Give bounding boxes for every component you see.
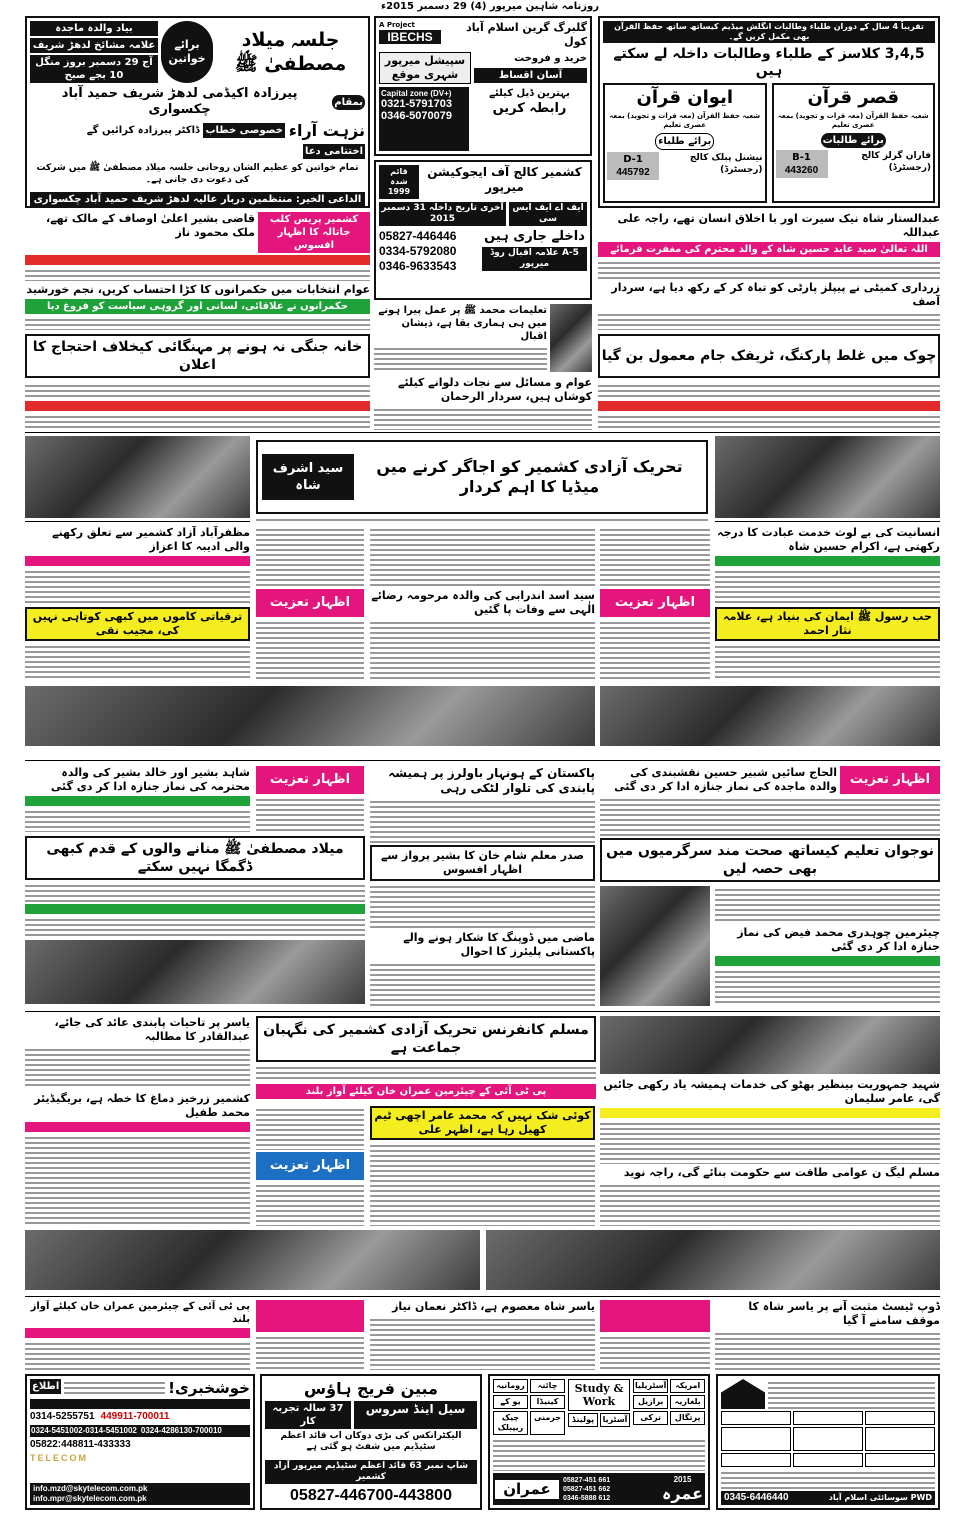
phone: 05822:448811-433333: [30, 1439, 131, 1450]
country: چائنہ: [530, 1379, 565, 1393]
address-block: [607, 152, 659, 180]
story-column: [25, 1300, 250, 1370]
dateline: روزنامہ شاہین میرپور (4) 29 دسمبر 2015ء: [381, 1, 599, 12]
property-contact: [721, 1491, 935, 1505]
moved-notice: الیکٹرانکس کی بڑی دوکان اب قائد اعظم سٹیڈیم میں شفٹ ہو گئی ہے: [280, 1431, 462, 1452]
invite-text: تمام خواتین کو عظیم الشان روحانی جلسہ میلاد مصطفیٰ ﷺ میں شرکت کی دعوت دی جاتی ہے۔: [36, 163, 359, 185]
center-headline: تحریک آزادی کشمیر کو اجاگر کرنے میں میڈیا کا اہم کردار: [376, 457, 683, 496]
special-offer: سپیشل میرپور شہری موقع: [379, 52, 471, 84]
news-photo: [25, 436, 250, 518]
phone: 05827-451 661: [563, 1476, 611, 1484]
study-work-title: Study & Work: [568, 1379, 630, 1411]
admission-headline: 3,4,5 کلاسز کے طلباء وطالبات داخلہ لے سکتے ہیں: [613, 46, 925, 79]
phone: 05827-451 662: [563, 1485, 611, 1493]
sports-photo: [25, 940, 365, 1004]
story-column: [600, 1078, 940, 1226]
story-column: [598, 212, 940, 330]
country: پولینڈ: [568, 1413, 598, 1427]
country: آسٹریا: [600, 1413, 630, 1427]
society-tag: پولیس فاؤنڈیشن: [865, 1427, 935, 1451]
banner-left: [25, 334, 370, 378]
society-tag: ڈی ایچ اے: [721, 1427, 791, 1451]
story-headline: ڈوپ ٹیسٹ مثبت آنے پر یاسر شاہ کا موقف سامنے آ گیا: [748, 1300, 940, 1327]
aiwan-quran-box: [603, 83, 767, 203]
fridge-title: مبین فریج ہاؤس: [304, 1379, 438, 1398]
venue: پیرزادہ اکیڈمی لدھڑ شریف حمید آباد چکسواری: [61, 86, 298, 117]
est-badge: قائم شدہ 1999: [379, 165, 419, 199]
umrah-year: 2015: [673, 1475, 692, 1484]
news-photo: [486, 1230, 940, 1290]
for-girls: برائے طالبات: [822, 135, 884, 146]
story-column: [370, 766, 595, 1006]
college-address: A-5 علامہ اقبال روڈ میرپور: [482, 247, 587, 271]
story-headline: شاہد بشیر اور خالد بشیر کی والدہ محترمہ کی نماز جنازہ ادا کر دی گئی: [50, 766, 250, 793]
college-phones: [379, 229, 479, 295]
fridge-house-ad: [260, 1374, 482, 1510]
skytelecom-ad: [25, 1374, 255, 1510]
deal-label: خرید و فروخت: [514, 53, 587, 64]
condolence-box: اظہار تعزیت: [256, 589, 364, 617]
email: info.mpr@skytelecom.com.pk: [33, 1494, 147, 1503]
story-column: [370, 526, 595, 680]
umrah-block: [493, 1473, 705, 1505]
agency-name: عمران: [495, 1480, 559, 1499]
for-boys: برائے طلباء: [655, 133, 714, 150]
country: ترکی: [633, 1411, 668, 1425]
story-column: [600, 766, 940, 882]
capital-zone: Capital zone (DV+): [381, 89, 452, 98]
society-tags: [721, 1411, 935, 1467]
story-headline: ماضی میں ڈوپنگ کا شکار ہونے والے پاکستانی پلیئرز کا احوال: [403, 930, 595, 958]
classes-label: ایف اے ایف ایس سی: [509, 202, 587, 226]
phone: 0345-6446440: [724, 1492, 789, 1503]
country: امریکہ: [670, 1379, 705, 1393]
story-headline: پاکستان کے ہونہار باولرز پر ہمیشہ پابندی کی تلوار لٹکی رہی: [388, 766, 595, 795]
country: جرمنی: [530, 1411, 565, 1435]
fridge-address: شاپ نمبر 63 قائد اعظم سٹیڈیم میرپور آزاد کشمیر: [265, 1460, 477, 1484]
news-photo: [25, 686, 595, 746]
dept-label: شعبہ حفظ القرآن (معہ قرات و تجوید) بمعہ عصری تعلیم: [777, 112, 929, 129]
closing-dua: اختتامی دعا: [304, 146, 363, 157]
story-subhead: حکمرانوں نے علاقائی، لسانی اور گروہی سیاست کو فروغ دیا: [25, 299, 370, 314]
phone: 445792: [616, 167, 650, 178]
memory-label: بیاد والدہ ماجدہ: [30, 21, 158, 36]
country: برازیل: [633, 1395, 668, 1409]
house-icon: [721, 1379, 765, 1409]
story-headline: پی ٹی آئی کے چیئرمین عمران خان کیلئے آواز بلند: [30, 1301, 250, 1325]
college-name: فاران گرلز کالج (رجسٹرڈ): [861, 151, 931, 173]
story-headline: ترقیاتی کاموں میں کبھی کوتاہی نہیں کی، مجیب نقی: [25, 607, 250, 641]
story-subhead: اللہ تعالیٰ سید عابد حسین شاہ کے والد محترم کی مغفرت فرمائے: [598, 242, 940, 257]
venue-label: بمقام: [334, 96, 363, 108]
email-bar: [30, 1483, 250, 1505]
telecom-logo: TELECOM: [30, 1453, 88, 1463]
qasr-quran-box: [772, 83, 936, 203]
phone: 0321-5791703: [381, 98, 452, 110]
jalsa-ad: [25, 16, 370, 208]
portrait-photo: [600, 886, 710, 1006]
banner-right: [598, 334, 940, 378]
country-list-right: [633, 1379, 705, 1425]
country: رومانیہ: [493, 1379, 528, 1393]
story-column: [374, 376, 592, 430]
news-photo: [715, 436, 940, 518]
story-headline: الحاج سائیں شبیر حسین نقشبندی کی والدہ ماجدہ کی نماز جنازہ ادا کر دی گئی: [614, 766, 837, 793]
story-column: [25, 212, 370, 330]
society-tag: نیو لاہور: [793, 1453, 863, 1467]
story-column: [715, 1300, 940, 1370]
notice-label: اطلاع: [32, 1381, 60, 1392]
banner-headline: خانہ جنگی نہ ہونے پر مہنگائی کیخلاف احتجاج کا اعلان: [32, 339, 363, 373]
quran-ad: [598, 16, 940, 208]
experience: 37 سالہ تجربہ کار: [265, 1401, 351, 1429]
condolence-box: اظہار تعزیت: [256, 1152, 364, 1180]
portrait-photo: [550, 304, 592, 372]
dept-label: شعبہ حفظ القرآن (معہ قرات و تجوید) بمعہ عصری تعلیم: [609, 112, 761, 129]
story-column: [370, 1300, 595, 1370]
society-tag: CDA: [865, 1411, 935, 1425]
society-tag: PWD: [793, 1411, 863, 1425]
story-headline: عبدالستار شاہ نیک سیرت اور با اخلاق انسان تھے، راجہ علی عبداللہ: [617, 212, 940, 239]
story-headline: تعلیمات محمد ﷺ پر عمل پیرا ہونے میں ہی ہماری بقا ہے، ذیشان اقبال: [378, 305, 547, 342]
installments-label: آسان اقساط: [474, 68, 587, 83]
country: آسٹریلیا: [633, 1379, 668, 1393]
story-column: [25, 1092, 250, 1226]
society-tag: بحریہ ٹاؤن: [793, 1427, 863, 1451]
condolence-box: اظہار تعزیت: [600, 589, 710, 617]
story-headline: حب رسول ﷺ ایمان کی بنیاد ہے، علامہ نثار احمد: [715, 607, 940, 641]
story-headline: کوئی شک نہیں کہ محمد عامر اچھی ٹیم کھیل رہا ہے، اظہر علی: [370, 1106, 595, 1140]
story-headline: یاسر شاہ معصوم ہے، ڈاکٹر نعمان نیاز: [392, 1300, 595, 1313]
gulberg-title: گلبرگ گرین اسلام آباد کول: [466, 21, 587, 48]
story-column: [25, 1016, 250, 1088]
banner-headline: چوک میں غلط پارکنگ، ٹریفک جام معمول بن گیا: [601, 348, 937, 364]
story-with-photo: [374, 304, 592, 372]
property-ad: [716, 1374, 940, 1510]
umrah-phones: [563, 1476, 658, 1503]
story-headline: مظفرآباد آزاد کشمیر سے تعلق رکھنے والی ادیبہ کا اعزاز: [52, 526, 250, 553]
story-column: [715, 526, 940, 680]
news-photo: [25, 1230, 480, 1290]
special-speech: خصوصی خطاب: [205, 125, 283, 136]
school-name: قصر قرآن: [807, 87, 899, 108]
best-deal: بہترین ڈیل کیلئے: [489, 88, 570, 99]
college-name: نیشنل پبلک کالج (رجسٹرڈ): [689, 153, 763, 175]
banner-muslim-conference: [256, 1016, 596, 1062]
addr: B-1: [792, 152, 811, 163]
school-name: ایوان قرآن: [636, 87, 734, 108]
story-subhead: پی ٹی آئی کے چیئرمین عمران خان کیلئے آواز بلند: [256, 1084, 596, 1099]
email: info.mzd@skytelecom.com.pk: [33, 1484, 148, 1493]
sale-service: سیل اینڈ سروس: [354, 1401, 477, 1429]
addr: D-1: [623, 154, 643, 165]
fridge-phone: 05827-446700-443800: [290, 1487, 452, 1504]
country: پرتگال: [670, 1411, 705, 1425]
contact-label: رابطہ کریں: [492, 101, 567, 116]
story-headline: شہید جمہوریت بینظیر بھٹو کی خدمات ہمیشہ یاد رکھی جائیں گی، عامر سلیمان: [603, 1078, 940, 1105]
for-women-badge: برائے خواتین: [161, 21, 213, 83]
story-headline: عوام و مسائل سے نجات دلوانے کیلئے کوشاں ہیں، سردار الرحمان: [398, 376, 592, 403]
phone: 0334-5792080: [379, 244, 457, 258]
property-address: PWD سوسائٹی اسلام آباد: [828, 1493, 932, 1502]
jalsa-title: جلسہ میلاد مصطفیٰ ﷺ: [234, 29, 347, 75]
story-headline: زرداری کمیٹی نے پیپلز پارٹی کو تباہ کر کے رکھ دیا ہے، سردار آصف: [611, 280, 940, 308]
condolence-box: اظہار تعزیت: [840, 766, 940, 794]
mashaikh-label: علامہ مشائخ لدھڑ شریف: [30, 38, 158, 53]
phone: 449911-700011: [100, 1411, 170, 1422]
sky-phones-2: [30, 1425, 250, 1437]
phone: 05827-446446: [379, 229, 457, 243]
phone: 0314-5255751: [30, 1411, 95, 1422]
phone: 443260: [784, 165, 819, 176]
phone: 0346-9633543: [379, 259, 457, 273]
country: کینیڈا: [530, 1395, 565, 1409]
news-photo: [600, 1016, 940, 1074]
phone: 0346-5070079: [381, 110, 452, 122]
sky-phones: [30, 1411, 250, 1423]
phone: 0346-5888 612: [563, 1494, 611, 1502]
admissions-open: داخلے جاری ہیں: [484, 229, 585, 244]
story-headline: عوام انتخابات میں حکمرانوں کا کڑا احتساب کریں، نجم خورشید: [26, 283, 370, 296]
college-title: کشمیر کالج آف ایجوکیشن میرپور: [427, 165, 582, 194]
address-block: [776, 150, 828, 178]
phone: 0324-5451002-0314-5451002: [31, 1426, 137, 1435]
study-work-ad: [488, 1374, 710, 1510]
story-column: [715, 886, 940, 1006]
story-headline: انسانیت کی بے لوث خدمت عبادت کا درجہ رکھتی ہے، اکرام حسین شاہ: [717, 526, 940, 553]
college-ad: [374, 160, 592, 300]
banner-milad: میلاد مصطفیٰ ﷺ منانے والوں کے قدم کبھی ڈگمگا نہیں سکتے: [25, 836, 365, 880]
project-label: A Project: [379, 21, 415, 29]
story-column: [25, 766, 250, 832]
quran-intro: تقریباً 4 سال کے دوران طلباء وطالبات انگلش میڈیم کیساتھ ساتھ حفظ القرآن بھی مکمل کریں گے۔: [603, 21, 935, 43]
society-tag: گلبرگ: [865, 1453, 935, 1467]
story-column: [25, 836, 365, 936]
country-list-mid: [568, 1413, 630, 1427]
organizers: الداعی الخیر: منتظمین دربار عالیہ لدھڑ شریف حمید آباد چکسواری: [30, 192, 365, 207]
story-subhead: کشمیر پریس کلب جاتالہ کا اظہار افسوس: [258, 212, 370, 253]
center-headline-box: [256, 440, 708, 514]
doctor-name: ڈاکٹر پیرزادہ کرائیں گے: [86, 124, 200, 136]
banner-headline: مسلم کانفرنس تحریک آزادی کشمیر کی نگہبان جماعت ہے: [263, 1022, 589, 1056]
story-headline: سید اسد اندرابی کی والدہ مرحومہ رضائے الٰہی سے وفات پا گئیں: [371, 589, 595, 616]
story-headline: یاسر پر تاحیات پابندی عائد کی جائے، عبدالقادر کا مطالبہ: [54, 1016, 250, 1043]
country: یو کے: [493, 1395, 528, 1409]
good-news: خوشخبری!: [168, 1379, 250, 1397]
news-photo: [600, 686, 940, 746]
umrah-title: عمرہ: [662, 1484, 703, 1503]
society-tag: سوان گارڈن: [721, 1453, 791, 1467]
center-kicker: سید اشرف شاہ: [262, 454, 354, 500]
story-column: [25, 526, 250, 680]
phone-block: [379, 87, 469, 151]
story-column: [370, 1106, 595, 1226]
society-tag: CBR: [721, 1411, 791, 1425]
deadline: آخری تاریخ داخلہ 31 دسمبر 2015: [379, 202, 506, 226]
banner-youth: نوجوان تعلیم کیساتھ صحت مند سرگرمیوں میں بھی حصہ لیں: [600, 838, 940, 882]
story-headline: قاضی بشیر اعلیٰ اوصاف کے مالک تھے، ملک محمود ناز: [46, 212, 255, 239]
story-headline: مسلم لیگ ن عوامی طاقت سے حکومت بنائے گی، راجہ نوید: [623, 1166, 940, 1179]
condolence-box: اظہار تعزیت: [256, 766, 364, 794]
story-headline: چیئرمین چوہدری محمد فیض کی نماز جنازہ ادا کر دی گئی: [737, 926, 940, 953]
gulberg-ad: [374, 16, 592, 156]
phone: 0324-4286130-700010: [140, 1426, 222, 1435]
ibechs-logo: IBECHS: [379, 30, 441, 44]
country: چیک ریپبلک: [493, 1411, 528, 1435]
story-headline: صدر معلم شام خان کا بشیر پرواز سے اظہار افسوس: [370, 845, 595, 881]
speaker: نزہت آراء: [288, 121, 365, 140]
country-list-left: [493, 1379, 565, 1435]
story-headline: کشمیر زرخیز دماغ کا خطہ ہے، بریگیڈیئر محمد طفیل: [34, 1092, 250, 1119]
country: بلغاریہ: [670, 1395, 705, 1409]
event-time: آج 29 دسمبر بروز منگل 10 بجے صبح: [30, 55, 158, 83]
